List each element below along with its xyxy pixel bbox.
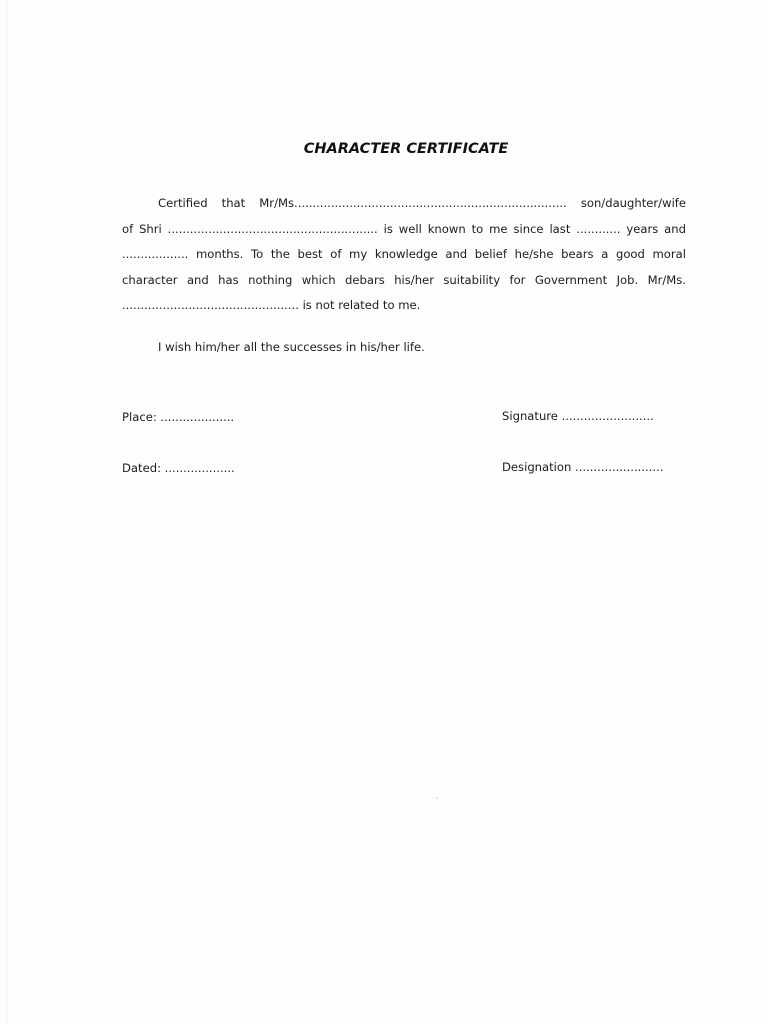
place-field: Place: .................... xyxy=(122,410,235,424)
certificate-body xyxy=(122,191,686,319)
designation-field: Designation ........................ xyxy=(502,460,664,474)
body-line-3: .................. months. To the best of my knowledge and belief he/she bears a good moral xyxy=(122,247,686,262)
scan-speck xyxy=(436,797,438,799)
body-line-2: of Shri ......................................................... is well known to me since last ............ years and xyxy=(122,221,686,236)
body-line-4: character and has nothing which debars his/her suitability for Government Job. Mr/Ms. xyxy=(122,272,686,287)
dated-field: Dated: ................... xyxy=(122,461,235,475)
body-line-5: ................................................ is not related to me. xyxy=(122,298,421,313)
signature-field: Signature ......................... xyxy=(502,409,654,423)
wish-line: I wish him/her all the successes in his/her life. xyxy=(158,340,425,354)
certificate-title: CHARACTER CERTIFICATE xyxy=(303,141,509,157)
body-line-1: Certified that Mr/Ms.......................................................................... son/daughter/wife xyxy=(158,196,686,210)
